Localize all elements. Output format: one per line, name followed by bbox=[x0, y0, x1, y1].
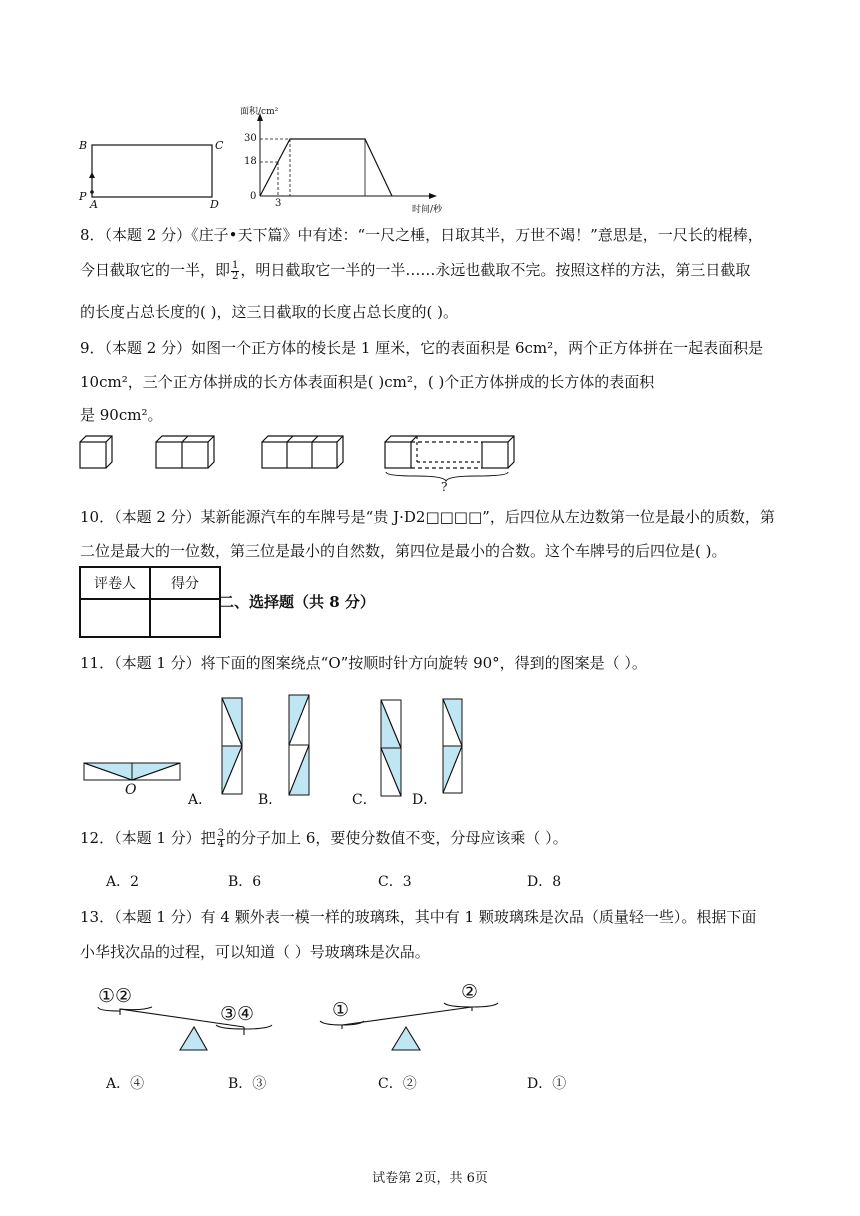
q13-balance1-left-beads: ①② bbox=[98, 985, 133, 1007]
q8-line1: 8．（本题 2 分）《庄子•天下篇》中有述：“一尺之棰，日取其半，万世不竭！”意思是，一尺长的棍棒， bbox=[80, 226, 763, 244]
q9-line2: 10cm²，三个正方体拼成的长方体表面积是( )cm²，( )个正方体拼成的长方体的表面积 bbox=[80, 373, 655, 391]
q11-option-a-shape bbox=[222, 698, 242, 794]
q11-point-o: O bbox=[125, 782, 137, 798]
q13-line1: 13．（本题 1 分）有 4 颗外表一模一样的玻璃珠，其中有 1 颗玻璃珠是次品（质量轻一些）。根据下面 bbox=[80, 908, 757, 926]
graph-ytick-30: 30 bbox=[244, 133, 257, 144]
q11-original-shape bbox=[84, 763, 180, 780]
q12-frac-den: 4 bbox=[217, 838, 225, 850]
graph-ytick-0: 0 bbox=[250, 191, 257, 202]
label-d: D bbox=[210, 198, 219, 211]
label-a: A bbox=[90, 198, 98, 211]
q9-line1: 9．（本题 2 分）如图一个正方体的棱长是 1 厘米，它的表面积是 6cm²，两个正方体拼在一起表面积是 bbox=[80, 339, 764, 357]
q12-option-d[interactable]: D．8 bbox=[527, 874, 562, 890]
q13-balance-figure bbox=[80, 981, 510, 1055]
q12-option-c[interactable]: C．3 bbox=[378, 874, 412, 890]
q13-option-d[interactable]: D．① bbox=[527, 1076, 567, 1092]
cube-1 bbox=[80, 436, 112, 468]
q11-option-c[interactable]: C． bbox=[352, 792, 377, 808]
label-p: P bbox=[79, 190, 87, 203]
label-b: B bbox=[79, 139, 88, 152]
q12-frac-num: 3 bbox=[217, 827, 225, 839]
q13-balance2-right-bead: ② bbox=[461, 981, 479, 1003]
score-table-col2: 得分 bbox=[150, 567, 220, 599]
q9-cubes-figure bbox=[76, 432, 526, 497]
q11-option-b-shape bbox=[289, 695, 309, 795]
q12-option-b[interactable]: B．6 bbox=[228, 874, 262, 890]
q13-balance1-right-beads: ③④ bbox=[220, 1003, 255, 1025]
q11-option-d[interactable]: D． bbox=[412, 792, 438, 808]
q12-fraction bbox=[217, 829, 225, 850]
score-table-cell-reviewer[interactable] bbox=[80, 599, 150, 637]
figure-rectangle bbox=[76, 132, 226, 212]
q8-line2 bbox=[80, 260, 750, 282]
q8-line2-b: ，明日截取它一半的一半……永远也截取不完。按照这样的方法，第三日截取 bbox=[240, 261, 751, 279]
graph-ytick-18: 18 bbox=[244, 156, 257, 167]
graph-xtick-3: 3 bbox=[275, 198, 282, 209]
q11-line1: 11．（本题 1 分）将下面的图案绕点“O”按顺时针方向旋转 90°，得到的图案是（ ）。 bbox=[80, 654, 647, 672]
q13-option-a[interactable]: A．④ bbox=[106, 1076, 145, 1092]
q11-option-d-shape bbox=[443, 699, 462, 793]
q8-fraction bbox=[231, 261, 239, 282]
section-title: 二、选择题（共 8 分） bbox=[219, 593, 375, 611]
q8-line2-a: 今日截取它的一半，即 bbox=[80, 261, 231, 279]
graph-ylabel: 面积/cm² bbox=[240, 107, 279, 117]
q12-line1-b: 的分子加上 6，要使分数值不变，分母应该乘（ ）。 bbox=[226, 829, 568, 847]
q11-option-a[interactable]: A． bbox=[188, 792, 213, 808]
q13-balance2-left-bead: ① bbox=[332, 999, 350, 1021]
q12-line1 bbox=[80, 828, 568, 850]
q11-option-c-shape bbox=[381, 700, 401, 796]
score-table-cell-score[interactable] bbox=[150, 599, 220, 637]
q11-option-b[interactable]: B． bbox=[258, 792, 283, 808]
page-footer: 试卷第 2页，共 6页 bbox=[372, 1171, 488, 1186]
figure-area-graph bbox=[232, 100, 462, 215]
q13-option-c[interactable]: C．② bbox=[378, 1076, 417, 1092]
q13-line2: 小华找次品的过程，可以知道（ ）号玻璃珠是次品。 bbox=[80, 943, 430, 961]
label-c: C bbox=[215, 139, 224, 152]
score-table-col1: 评卷人 bbox=[80, 567, 150, 599]
q10-line2: 二位是最大的一位数，第三位是最小的自然数，第四位是最小的合数。这个车牌号的后四位是( )。 bbox=[80, 542, 727, 560]
graph-xlabel: 时间/秒 bbox=[412, 205, 443, 215]
q10-line1: 10．（本题 2 分）某新能源汽车的车牌号是“贵 J·D2□□□□”，后四位从左边数第一位是最小的质数，第 bbox=[80, 508, 775, 526]
q8-frac-den: 2 bbox=[232, 270, 239, 282]
q9-question-mark: ? bbox=[441, 480, 448, 494]
q8-line3: 的长度占总长度的( )，这三日截取的长度占总长度的( )。 bbox=[80, 303, 458, 321]
q12-option-a[interactable]: A．2 bbox=[106, 874, 140, 890]
score-table bbox=[79, 566, 221, 638]
q13-option-b[interactable]: B．③ bbox=[228, 1076, 267, 1092]
q12-line1-a: 12．（本题 1 分）把 bbox=[80, 829, 216, 847]
q8-frac-num: 1 bbox=[232, 259, 239, 271]
q9-line3: 是 90cm²。 bbox=[80, 406, 163, 424]
